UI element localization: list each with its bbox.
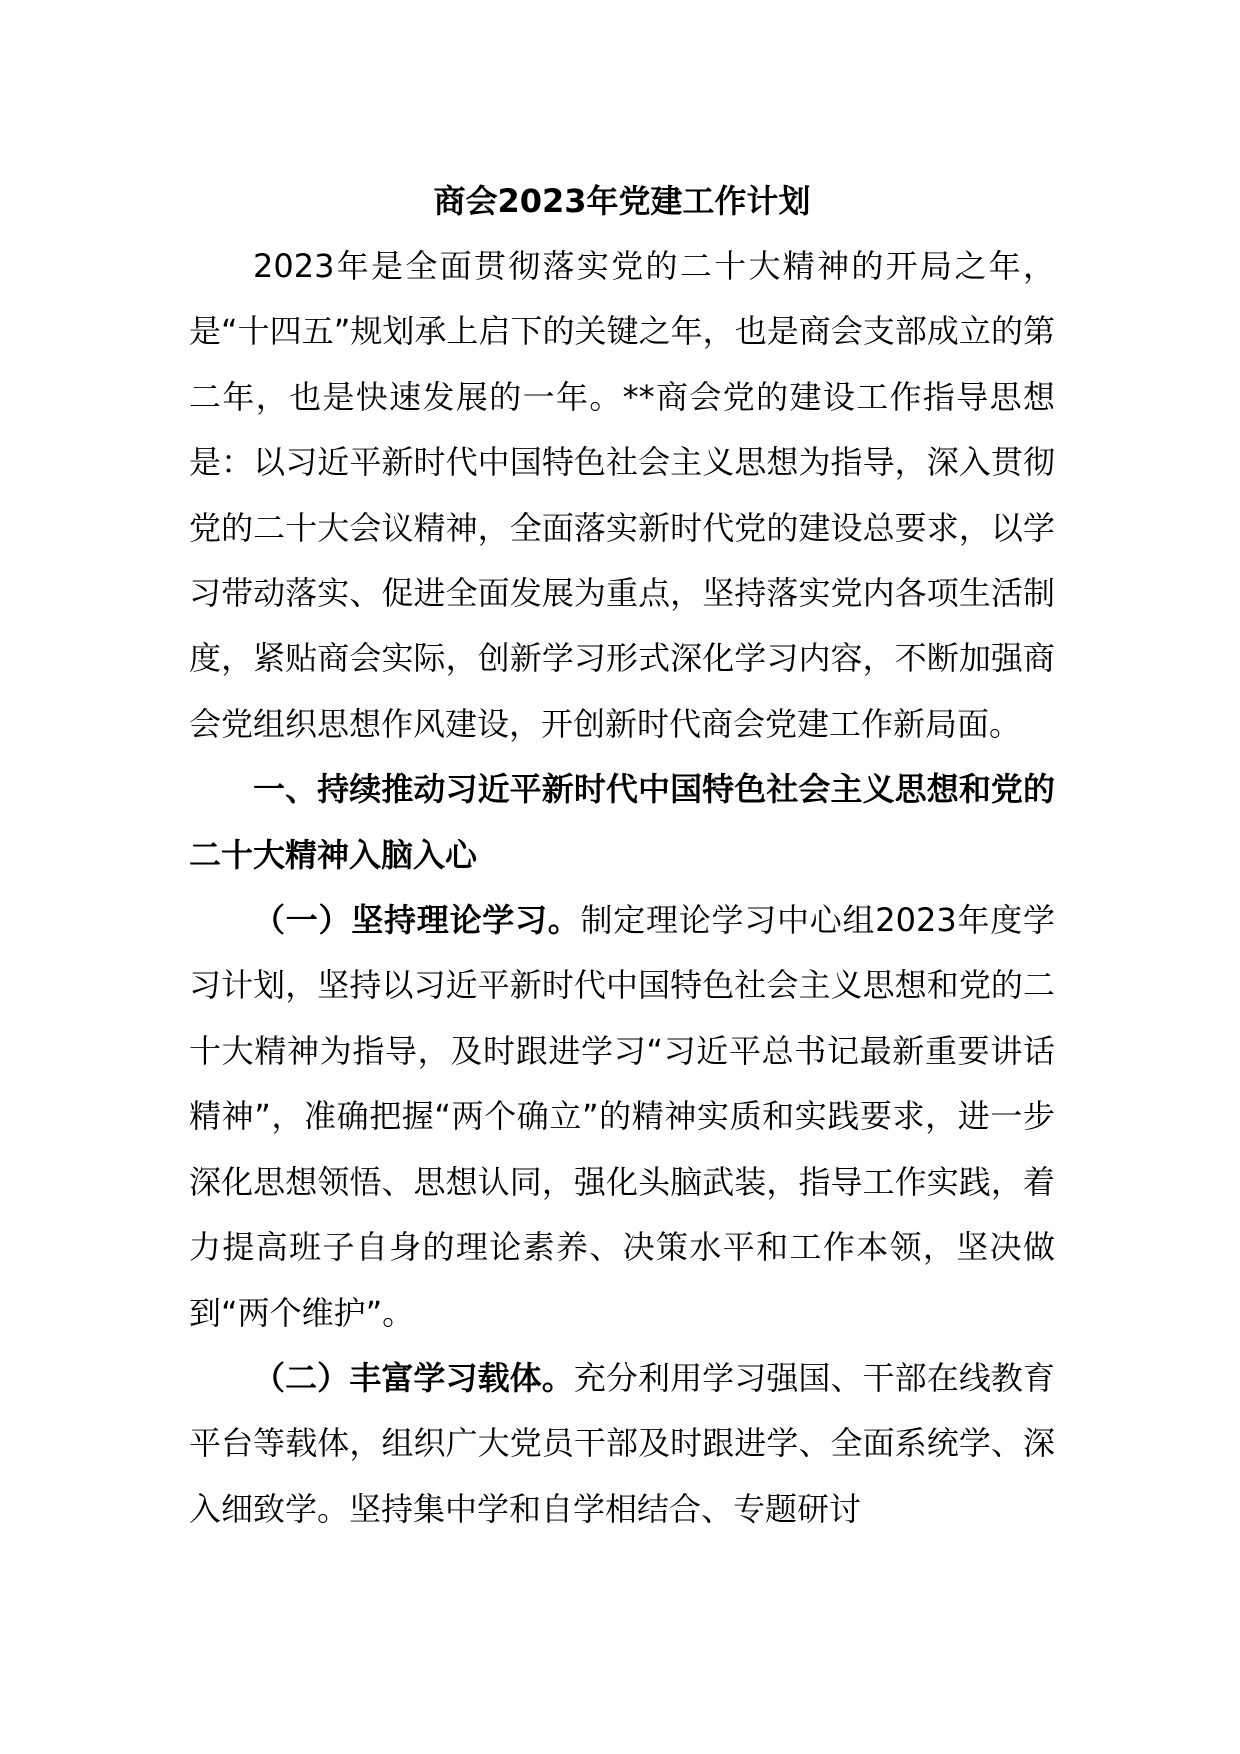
item-2-text: 充分利用学习强国、干部在线教育平台等载体，组织广大党员干部及时跟进学、全面系统学、深入细致学。坚持集中学和自学相结合、专题研讨	[189, 1358, 1055, 1528]
item-1-lead: （一）坚持理论学习。	[253, 901, 581, 940]
section-1-item-1	[189, 888, 1055, 1346]
document-body	[189, 168, 1055, 1542]
document-title: 商会2023年党建工作计划	[433, 182, 811, 220]
intro-paragraph: 2023年是全面贯彻落实党的二十大精神的开局之年，是“十四五”规划承上启下的关键之年，也是商会支部成立的第二年，也是快速发展的一年。**商会党的建设工作指导思想是：以习近平新时代中国特色社会主义思想为指导，深入贯彻党的二十大会议精神，全面落实新时代党的建设总要求，以学习带动落实、促进全面发展为重点，坚持落实党内各项生活制度，紧贴商会实际，创新学习形式深化学习内容，不断加强商会党组织思想作风建设，开创新时代商会党建工作新局面。	[189, 247, 1055, 743]
item-1-text: 制定理论学习中心组2023年度学习计划，坚持以习近平新时代中国特色社会主义思想和党的二十大精神为指导，及时跟进学习“习近平总书记最新重要讲话精神”，准确把握“两个确立”的精神实质和实践要求，进一步深化思想领悟、思想认同，强化头脑武装，指导工作实践，着力提高班子自身的理论素养、决策水平和工作本领，坚决做到“两个维护”。	[189, 901, 1055, 1332]
item-2-lead: （二）丰富学习载体。	[253, 1358, 574, 1397]
section-1-heading: 一、持续推动习近平新时代中国特色社会主义思想和党的二十大精神入脑入心	[189, 770, 1055, 874]
section-1-item-2	[189, 1346, 1055, 1542]
